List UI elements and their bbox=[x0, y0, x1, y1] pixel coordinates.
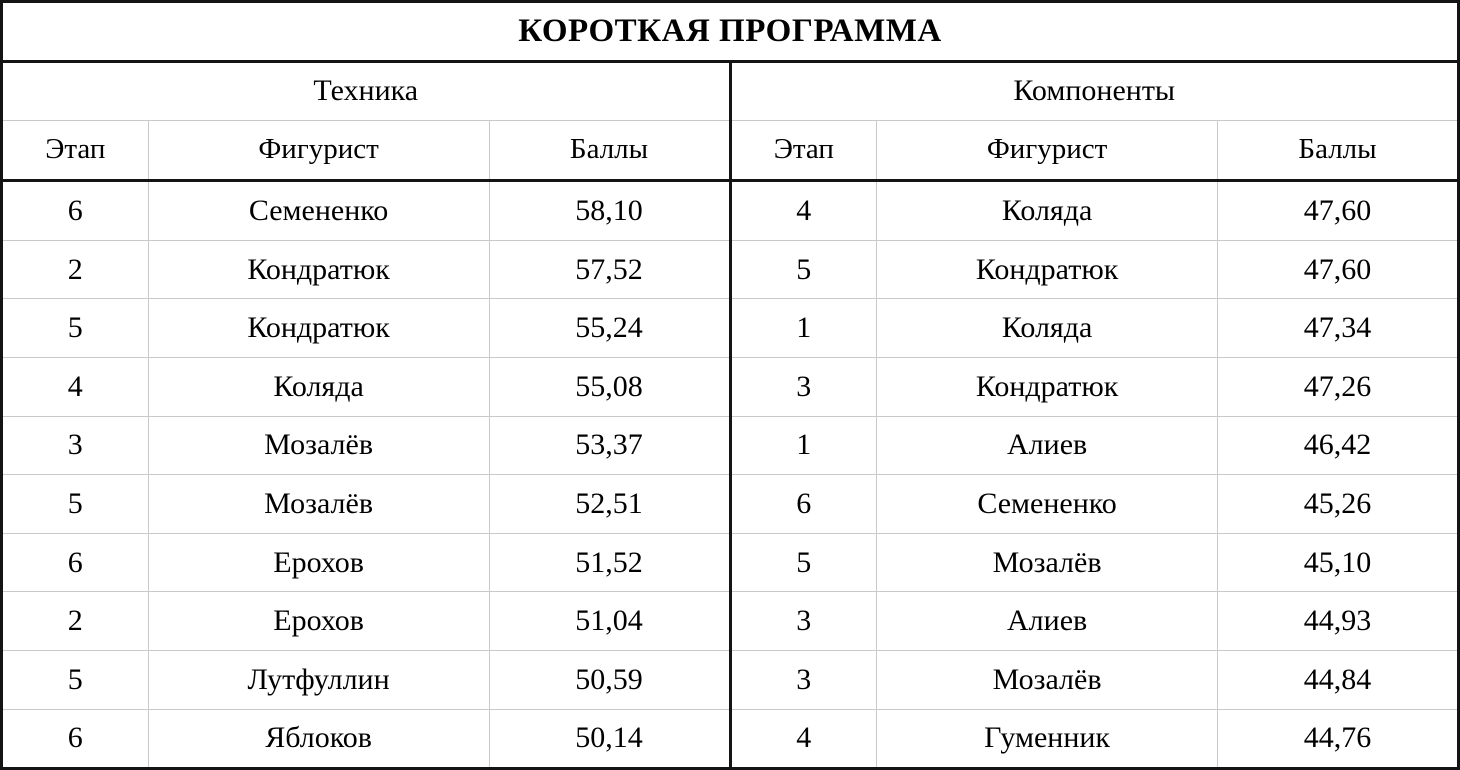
column-header-score: Баллы bbox=[1218, 120, 1457, 180]
section-title: Компоненты bbox=[732, 63, 1458, 120]
table-row bbox=[732, 416, 1458, 475]
table-row bbox=[732, 240, 1458, 299]
table-row bbox=[3, 651, 729, 710]
score-cell: 51,04 bbox=[489, 592, 728, 651]
table-row bbox=[732, 651, 1458, 710]
score-cell: 53,37 bbox=[489, 416, 728, 475]
stage-cell: 2 bbox=[3, 592, 148, 651]
skater-cell: Семененко bbox=[148, 180, 489, 240]
table-row bbox=[732, 709, 1458, 767]
components-table bbox=[732, 63, 1458, 767]
skater-cell: Гуменник bbox=[877, 709, 1218, 767]
skater-cell: Коляда bbox=[148, 358, 489, 417]
skater-cell: Коляда bbox=[877, 299, 1218, 358]
stage-cell: 1 bbox=[732, 299, 877, 358]
technique-section bbox=[3, 63, 729, 767]
section-title: Техника bbox=[3, 63, 729, 120]
score-cell: 50,14 bbox=[489, 709, 728, 767]
stage-cell: 5 bbox=[3, 299, 148, 358]
stage-cell: 2 bbox=[3, 240, 148, 299]
stage-cell: 3 bbox=[732, 358, 877, 417]
score-cell: 44,76 bbox=[1218, 709, 1457, 767]
skater-cell: Алиев bbox=[877, 592, 1218, 651]
technique-table-body bbox=[3, 180, 729, 767]
page-title: КОРОТКАЯ ПРОГРАММА bbox=[3, 3, 1457, 63]
skater-cell: Кондратюк bbox=[877, 358, 1218, 417]
skater-cell: Мозалёв bbox=[877, 533, 1218, 592]
column-header-row bbox=[732, 120, 1458, 180]
stage-cell: 5 bbox=[732, 533, 877, 592]
score-cell: 57,52 bbox=[489, 240, 728, 299]
score-cell: 44,93 bbox=[1218, 592, 1457, 651]
score-cell: 44,84 bbox=[1218, 651, 1457, 710]
score-cell: 45,26 bbox=[1218, 475, 1457, 534]
column-header-stage: Этап bbox=[732, 120, 877, 180]
table-row bbox=[3, 475, 729, 534]
technique-table bbox=[3, 63, 729, 767]
skater-cell: Семененко bbox=[877, 475, 1218, 534]
stage-cell: 6 bbox=[732, 475, 877, 534]
skater-cell: Кондратюк bbox=[148, 240, 489, 299]
score-cell: 46,42 bbox=[1218, 416, 1457, 475]
table-row bbox=[3, 240, 729, 299]
components-section bbox=[729, 63, 1458, 767]
column-header-row bbox=[3, 120, 729, 180]
stage-cell: 6 bbox=[3, 533, 148, 592]
table-row bbox=[3, 358, 729, 417]
score-cell: 52,51 bbox=[489, 475, 728, 534]
components-table-body bbox=[732, 180, 1458, 767]
stage-cell: 6 bbox=[3, 709, 148, 767]
section-header-row bbox=[732, 63, 1458, 120]
table-row bbox=[3, 592, 729, 651]
score-cell: 55,24 bbox=[489, 299, 728, 358]
score-cell: 45,10 bbox=[1218, 533, 1457, 592]
stage-cell: 5 bbox=[3, 475, 148, 534]
table-row bbox=[3, 533, 729, 592]
skater-cell: Мозалёв bbox=[148, 416, 489, 475]
stage-cell: 1 bbox=[732, 416, 877, 475]
table-row bbox=[732, 592, 1458, 651]
score-cell: 58,10 bbox=[489, 180, 728, 240]
score-cell: 47,34 bbox=[1218, 299, 1457, 358]
section-header-row bbox=[3, 63, 729, 120]
skater-cell: Коляда bbox=[877, 180, 1218, 240]
table-row bbox=[3, 709, 729, 767]
table-row bbox=[732, 180, 1458, 240]
skater-cell: Лутфуллин bbox=[148, 651, 489, 710]
stage-cell: 3 bbox=[732, 651, 877, 710]
stage-cell: 3 bbox=[732, 592, 877, 651]
table-row bbox=[3, 299, 729, 358]
table-row bbox=[732, 299, 1458, 358]
tables-container bbox=[3, 63, 1457, 767]
score-cell: 47,26 bbox=[1218, 358, 1457, 417]
stage-cell: 4 bbox=[732, 709, 877, 767]
column-header-score: Баллы bbox=[489, 120, 728, 180]
stage-cell: 4 bbox=[3, 358, 148, 417]
stage-cell: 5 bbox=[3, 651, 148, 710]
skater-cell: Алиев bbox=[877, 416, 1218, 475]
table-row bbox=[3, 180, 729, 240]
table-row bbox=[732, 475, 1458, 534]
table-row bbox=[732, 358, 1458, 417]
column-header-stage: Этап bbox=[3, 120, 148, 180]
stage-cell: 4 bbox=[796, 193, 812, 227]
table-row bbox=[732, 533, 1458, 592]
skater-cell: Кондратюк bbox=[148, 299, 489, 358]
skater-cell: Мозалёв bbox=[148, 475, 489, 534]
skater-cell: Ерохов bbox=[148, 533, 489, 592]
skater-cell: Ерохов bbox=[148, 592, 489, 651]
score-cell: 51,52 bbox=[489, 533, 728, 592]
table-row bbox=[3, 416, 729, 475]
stage-cell: 3 bbox=[3, 416, 148, 475]
stage-cell: 5 bbox=[732, 240, 877, 299]
stage-cell: 6 bbox=[67, 193, 83, 227]
skater-cell: Мозалёв bbox=[877, 651, 1218, 710]
skater-cell: Кондратюк bbox=[877, 240, 1218, 299]
column-header-skater: Фигурист bbox=[877, 120, 1218, 180]
column-header-skater: Фигурист bbox=[148, 120, 489, 180]
score-cell: 47,60 bbox=[1218, 180, 1457, 240]
score-cell: 47,60 bbox=[1218, 240, 1457, 299]
skater-cell: Яблоков bbox=[148, 709, 489, 767]
score-cell: 55,08 bbox=[489, 358, 728, 417]
score-cell: 50,59 bbox=[489, 651, 728, 710]
